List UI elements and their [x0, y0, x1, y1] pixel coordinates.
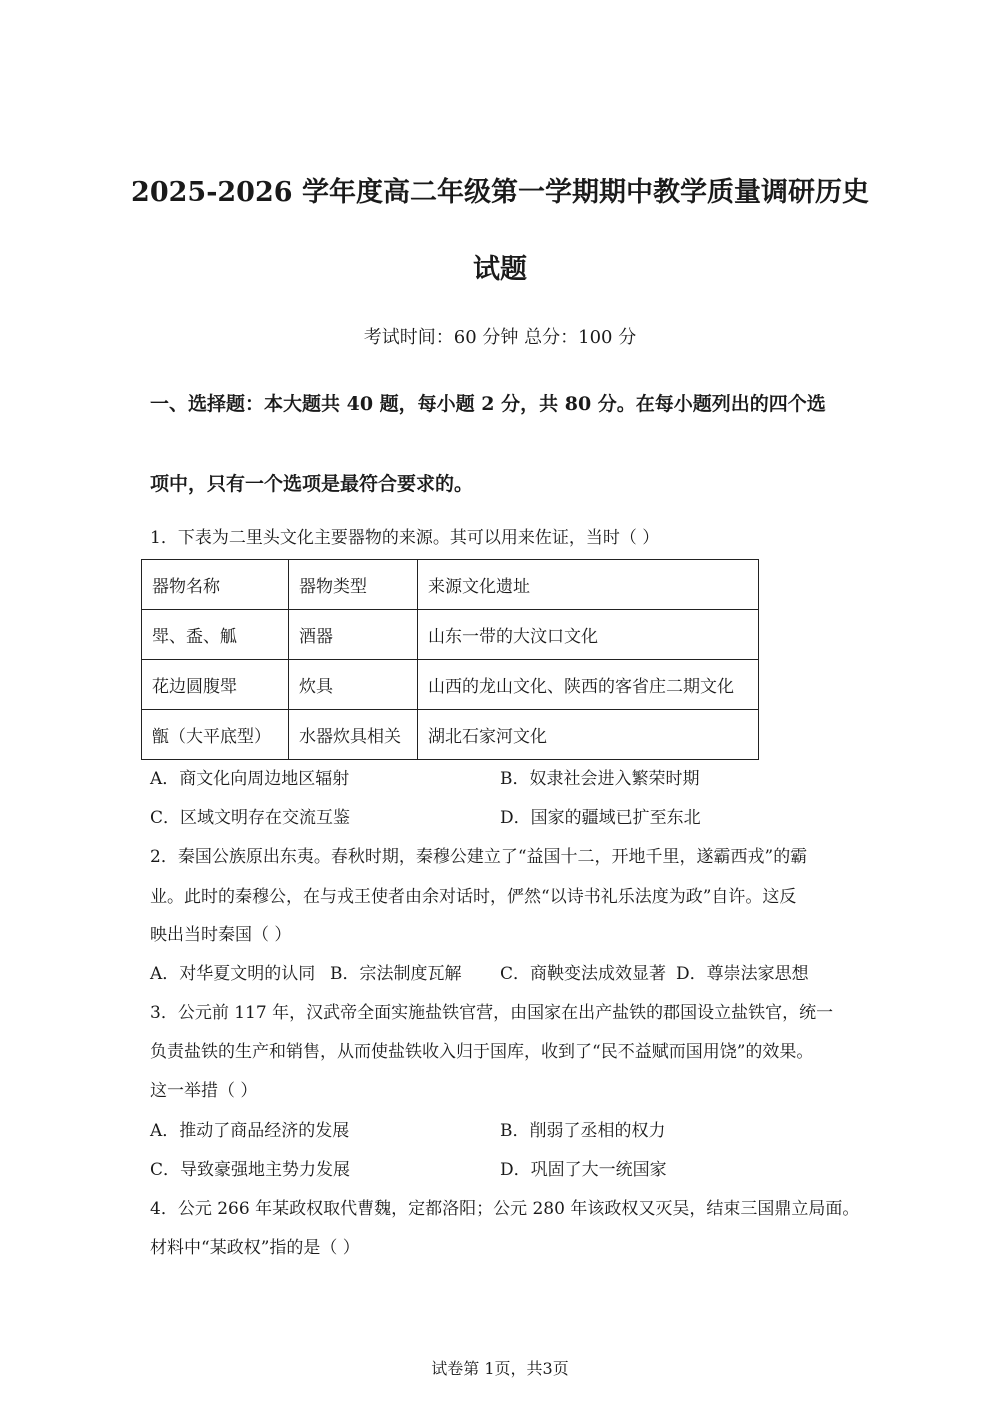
table-row [142, 610, 759, 660]
question-3-line2: 负责盐铁的生产和销售，从而使盐铁收入归于国库，收到了“民不益赋而国用饶”的效果。 [150, 1042, 814, 1062]
question-3-line3: 这一举措（ ） [150, 1081, 258, 1101]
table-cell: 斝、盉、觚 [142, 610, 289, 660]
table-cell: 甑（大平底型） [142, 710, 289, 760]
question-3-option-b: B．削弱了丞相的权力 [500, 1121, 666, 1141]
question-3-option-a: A．推动了商品经济的发展 [150, 1121, 350, 1141]
exam-info: 考试时间：60 分钟 总分：100 分 [363, 327, 637, 348]
table-row [142, 660, 759, 710]
table-row [142, 710, 759, 760]
question-3-line1: 3．公元前 117 年，汉武帝全面实施盐铁官营，由国家在出产盐铁的郡国设立盐铁官，统一 [150, 1003, 834, 1023]
page-footer: 试卷第 1页，共3页 [431, 1359, 569, 1378]
question-1-option-c: C．区域文明存在交流互鉴 [150, 808, 351, 828]
question-1-option-a: A．商文化向周边地区辐射 [150, 769, 350, 789]
table-header-cell: 器物名称 [142, 560, 289, 610]
table-cell: 山东一带的大汶口文化 [418, 610, 759, 660]
artifact-source-table [141, 559, 759, 760]
question-1-option-d: D．国家的疆域已扩至东北 [500, 808, 701, 828]
question-2-option-b: B．宗法制度瓦解 [330, 964, 462, 984]
question-2-option-a: A．对华夏文明的认同 [150, 964, 316, 984]
question-2-line3: 映出当时秦国（ ） [150, 925, 292, 945]
table-header-cell: 来源文化遗址 [418, 560, 759, 610]
section-heading-line1: 一、选择题：本大题共 40 题，每小题 2 分，共 80 分。在每小题列出的四个选 [150, 393, 826, 415]
question-2-line1: 2．秦国公族原出东夷。春秋时期，秦穆公建立了“益国十二，开地千里，遂霸西戎”的霸 [150, 847, 808, 867]
table-header-cell: 器物类型 [289, 560, 418, 610]
question-1-stem: 1．下表为二里头文化主要器物的来源。其可以用来佐证，当时（ ） [150, 528, 660, 548]
question-1-option-b: B．奴隶社会进入繁荣时期 [500, 769, 700, 789]
question-4-line1: 4．公元 266 年某政权取代曹魏，定都洛阳；公元 280 年该政权又灭吴，结束三国鼎立局面。 [150, 1199, 860, 1219]
question-2-option-d: D．尊崇法家思想 [676, 964, 809, 984]
question-2-option-c: C．商鞅变法成效显著 [500, 964, 667, 984]
question-2-line2: 业。此时的秦穆公，在与戎王使者由余对话时，俨然“以诗书礼乐法度为政”自许。这反 [150, 887, 797, 907]
section-heading-line2: 项中，只有一个选项是最符合要求的。 [150, 473, 474, 495]
table-cell: 炊具 [289, 660, 418, 710]
table-header-row [142, 560, 759, 610]
question-3-option-d: D．巩固了大一统国家 [500, 1160, 667, 1180]
table-cell: 山西的龙山文化、陕西的客省庄二期文化 [418, 660, 759, 710]
exam-title-line1: 2025-2026 学年度高二年级第一学期期中教学质量调研历史 [131, 177, 869, 208]
question-4-line2: 材料中“某政权”指的是（ ） [150, 1238, 360, 1258]
table-cell: 湖北石家河文化 [418, 710, 759, 760]
exam-title-line2: 试题 [473, 254, 527, 285]
table-cell: 水器炊具相关 [289, 710, 418, 760]
question-3-option-c: C．导致豪强地主势力发展 [150, 1160, 351, 1180]
table-cell: 酒器 [289, 610, 418, 660]
table-cell: 花边圆腹斝 [142, 660, 289, 710]
